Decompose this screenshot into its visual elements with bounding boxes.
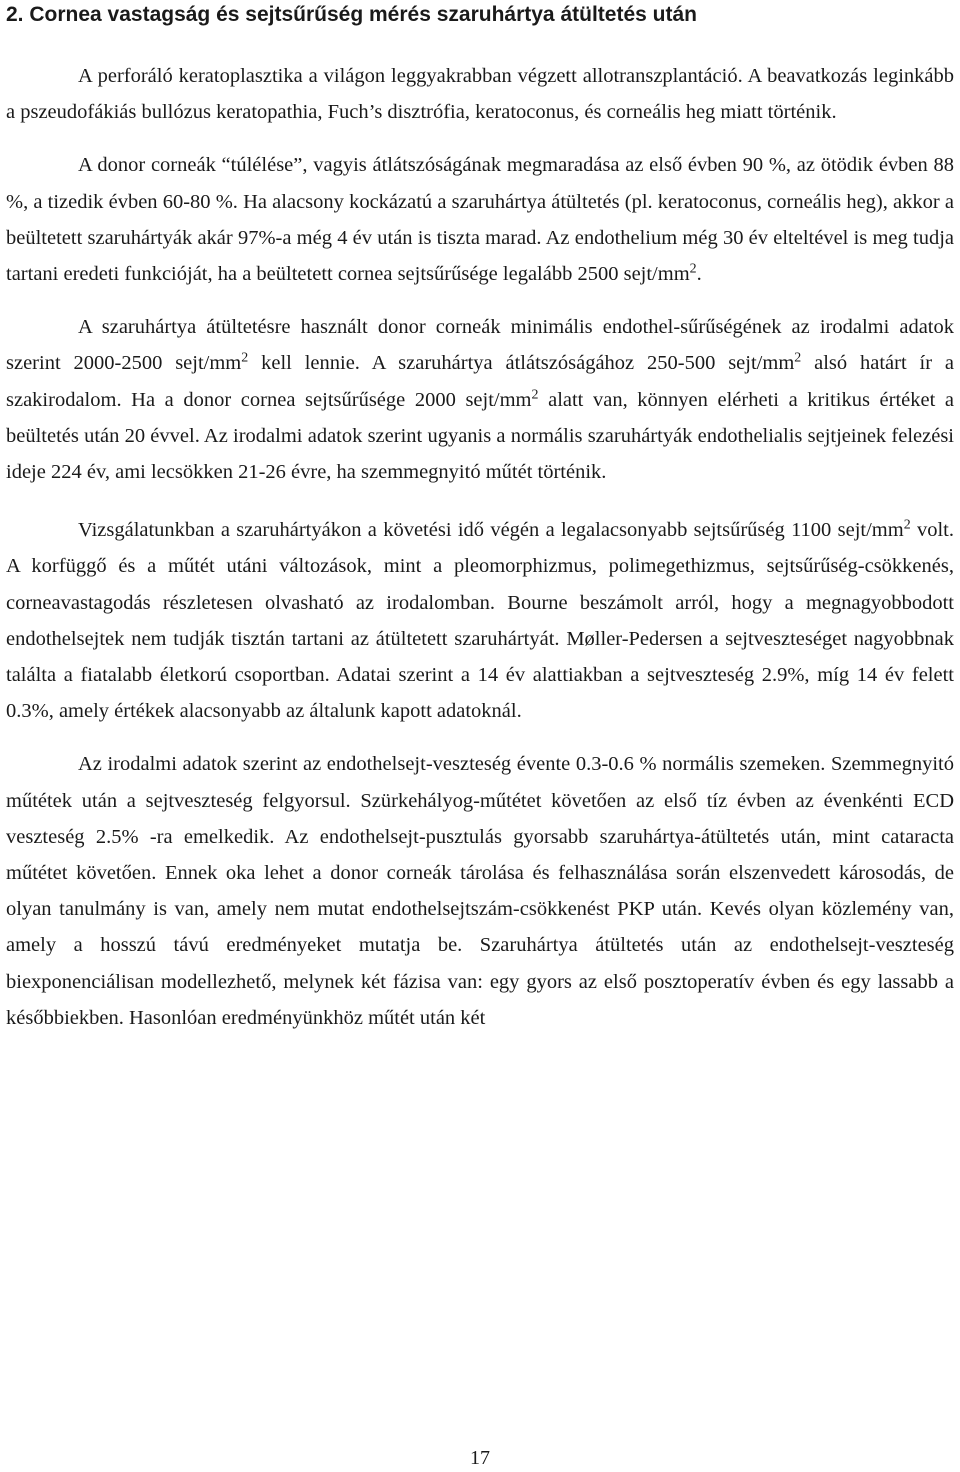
paragraph-study-results: Vizsgálatunkban a szaruhártyákon a követési idő végén a legalacsonyabb sejtsűrűség 1100 sejt/$mm^2$ volt. A korfüggő és a műtét utáni változások, mint a pleomorphizmus, polimegethizmus, sejtsűrűség-csökkenés, corneavastagodás részletesen olvasható az irodalomban. Bourne beszámolt arról, hogy a megnagyobbodott endothelsejtek nem tudják tisztán tartani az átültetett szaruhártyát. Møller-Pedersen a sejtveszteséget nagyobbnak találta a fiatalabb életkorú csoportban. Adatai szerint a 14 év alattiakban a sejtveszteség 2.9%, míg 14 év felett 0.3%, amely értékek alacsonyabb az általunk kapott adatoknál. <box>6 517 954 723</box>
superscript: 2 <box>794 350 802 366</box>
paragraph-donor-survival: A donor corneák “túlélése”, vagyis átlátszóságának megmaradása az első évben 90 %, az ötödik évben 88 %, a tizedik évben 60-80 %. Ha alacsony kockázatú a szaruhártya átültetés (pl. keratoconus, corneális heg), akkor a beültetett szaruhártyák akár 97%-a még 4 év után is tiszta marad. Az endothelium még 30 év elteltével is meg tudja tartani eredeti funkcióját, ha a beültetett cornea sejtsűrűsége legalább 2500 sejt/$mm^2$. <box>6 154 954 286</box>
body-text <box>6 58 954 1036</box>
paragraph-cell-loss: Az irodalmi adatok szerint az endothelsejt-veszteség évente 0.3-0.6 % normális szemeken. Szemmegnyitó műtétek után a sejtveszteség felgyorsul. Szürkehályog-műtétet követően az első tíz évben az évenkénti ECD veszteség 2.5% -ra emelkedik. Az endothelsejt-pusztulás gyorsabb szaruhártya-átültetés után, mint cataracta műtétet követően. Ennek oka lehet a donor corneák tárolása és felhasználása során elszenvedett károsodás, de olyan tanulmány is van, amely nem mutat endothelsejtszám-csökkenést PKP után. Kevés olyan közlemény van, amely a hosszú távú eredményeket mutatja be. Szaruhártya átültetés után az endothelsejt-veszteség biexponenciálisan modellezhető, melynek két fázisa van: egy gyors az első posztoperatív évben és egy lassabb a későbbiekben. Hasonlóan eredményünkhöz műtét után két <box>6 753 954 1029</box>
superscript: 2 <box>903 517 911 533</box>
page-number: 17 <box>470 1447 490 1469</box>
superscript: 2 <box>241 350 249 366</box>
superscript: 2 <box>531 386 539 402</box>
section-heading: 2. Cornea vastagság és sejtsűrűség mérés szaruhártya átültetés után <box>6 3 697 26</box>
paragraph-endothelial-density: A szaruhártya átültetésre használt donor corneák minimális endothel-sűrűségének az irodalmi adatok szerint 2000-2500 sejt/$mm^2$ kell lennie. A szaruhártya átlátszóságához 250-500 sejt/$mm^2$ alsó határt ír a szakirodalom. Ha a donor cornea sejtsűrűsége 2000 sejt/$mm^2$ alatt van, könnyen elérheti a kritikus értéket a beültetés után 20 évvel. Az irodalmi adatok szerint ugyanis a normális szaruhártyák endothelialis sejtjeinek felezési ideje 224 év, ami lecsökken 21-26 évre, ha szemmegnyitó műtét történik. <box>6 316 954 484</box>
paragraph-perforating-keratoplasty: A perforáló keratoplasztika a világon leggyakrabban végzett allotranszplantáció. A beavatkozás leginkább a pszeudofákiás bullózus keratopathia, Fuch’s disztrófia, keratoconus, és corneális heg miatt történik. <box>6 65 954 124</box>
superscript: 2 <box>689 261 697 277</box>
